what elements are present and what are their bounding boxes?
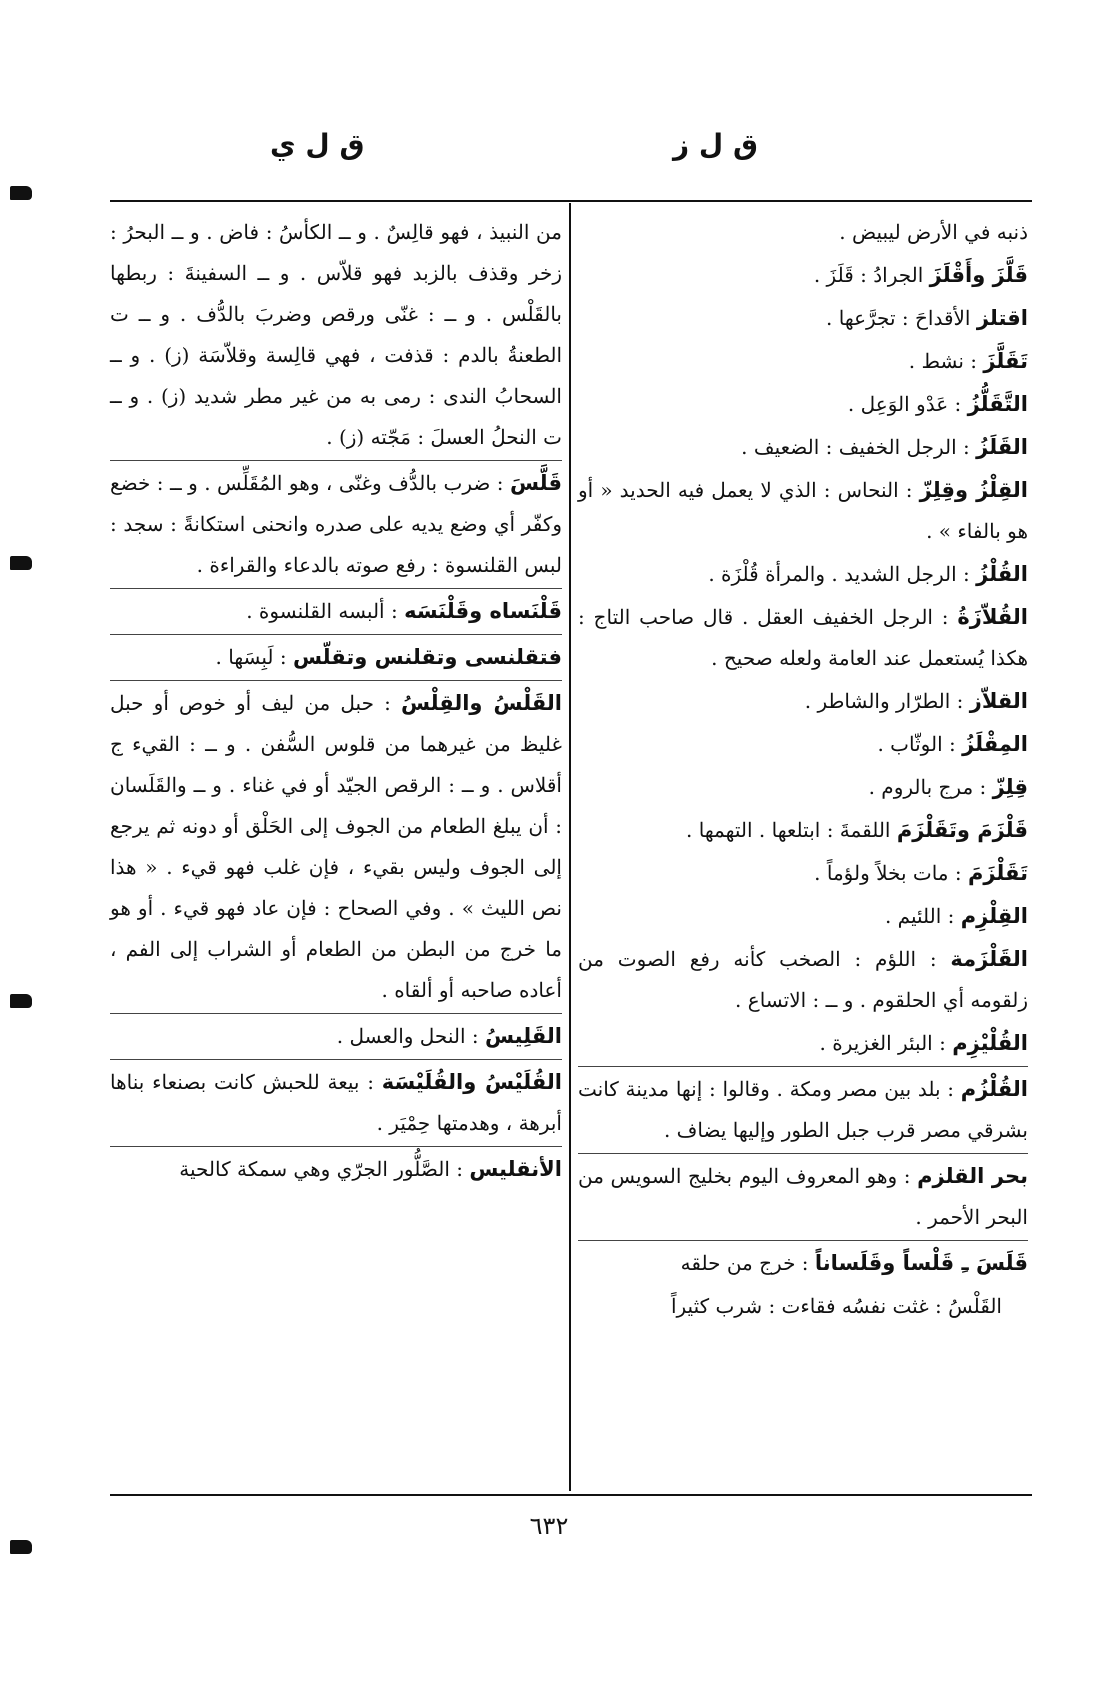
entry-definition: : وهو المعروف اليوم بخليج السويس من البحر الأحمر . <box>578 1164 1028 1229</box>
entry-definition: : البئر الغزيرة . <box>819 1031 953 1055</box>
entry-headword: القِلْزُ وقِلِزّ <box>919 478 1028 502</box>
dictionary-entry <box>578 470 1028 552</box>
entry-headword: قَلْزَمَ وتَقَلْزَمَ <box>896 818 1028 842</box>
entry-definition: الأقداحَ : تجرَّعها . <box>826 306 977 330</box>
entry-definition: : عَدْو الوَعِل . <box>847 392 968 416</box>
entry-definition: الجرادُ : قَلَزَ . <box>813 263 930 287</box>
entry-headword: قَلْنَساه وقَلْنَسَه <box>404 599 562 623</box>
entry-definition: : ألبسه القلنسوة . <box>246 599 405 623</box>
entry-headword: الأنقليس <box>469 1157 562 1181</box>
entry-definition: : الطرّار والشاطر . <box>804 689 970 713</box>
root-header-left: ق ل ي <box>270 128 365 161</box>
dictionary-entry <box>110 212 562 458</box>
dictionary-entry <box>578 939 1028 1021</box>
dictionary-entry <box>578 896 1028 937</box>
entry-definition: : النحل والعسل . <box>336 1024 485 1048</box>
dictionary-entry <box>110 1146 562 1190</box>
entry-definition: : اللؤم : الصخب كأنه رفع الصوت من زلقومه أي الحلقوم . و ــ : الاتساع . <box>578 947 1028 1012</box>
entry-headword: تَقَلْزَمَ <box>967 861 1028 885</box>
entry-definition: اللقمةَ : ابتلعها . التهمها . <box>686 818 897 842</box>
entry-headword: تَقَلَّزَ <box>983 349 1028 373</box>
entry-definition: : بيعة للحبش كانت بصنعاء بناها أبرهة ، وهدمتها حِمْيَر . <box>110 1070 562 1135</box>
entry-headword: القُلْزُ <box>976 562 1028 586</box>
entry-definition: : ضرب بالدُّف وغنّى ، وهو المُقَلِّس . و ــ : خضع وكفّر أي وضع يديه على صدره وانحنى استكانةً : سجد : لبس القلنسوة : رفع صوته بالدعاء والقراءة . <box>110 471 562 577</box>
edge-mark <box>10 994 32 1008</box>
entry-definition: القَلْسُ : غثت نفسُه فقاءت : شرب كثيراً <box>670 1294 1002 1318</box>
entry-headword: قَلَسَ ـِ قَلْساً وقَلَساناً <box>814 1251 1028 1275</box>
entry-definition: : نشط . <box>908 349 984 373</box>
dictionary-entry <box>110 588 562 632</box>
dictionary-entry <box>578 1023 1028 1064</box>
dictionary-entry <box>578 767 1028 808</box>
entry-definition: : بلد بين مصر ومكة . وقالوا : إنها مدينة كانت بشرقي مصر قرب جبل الطور وإليها يضاف . <box>578 1077 1028 1142</box>
dictionary-entry <box>578 1066 1028 1151</box>
dictionary-entry <box>578 1240 1028 1284</box>
top-rule <box>110 200 1032 202</box>
left-column <box>110 212 562 1192</box>
dictionary-entry <box>578 427 1028 468</box>
edge-mark <box>10 556 32 570</box>
page-number: ٦٣٢ <box>529 1512 569 1540</box>
entry-headword: القُلَيْسُ والقُلَيْسَة <box>381 1070 563 1094</box>
entry-definition: : اللئيم . <box>884 904 961 928</box>
entry-definition: : خرج من حلقه <box>680 1251 815 1275</box>
dictionary-entry <box>110 634 562 678</box>
dictionary-entry <box>578 1153 1028 1238</box>
dictionary-entry <box>578 298 1028 339</box>
entry-definition: من النبيذ ، فهو قالِسٌ . و ــ الكأسُ : فاض . و ــ البحرُ : زخر وقذف بالزبد فهو قلاّس . و ــ السفينةَ : ربطها بالقَلْس . و ــ : غنّى ورقص وضربَ بالدُّف . و ــ ت الطعنةُ بالدم : قذفت ، فهي قالِسة وقلاّسَة (ز) . و ــ السحابُ الندى : رمى به من غير مطر شديد (ز) . و ــ ت النحلُ العسلَ : مَجّته (ز) . <box>110 220 562 449</box>
entry-definition: : مات بخلاً ولؤماً . <box>814 861 968 885</box>
entry-headword: القُلاّزَةُ <box>957 605 1028 629</box>
dictionary-entry <box>578 384 1028 425</box>
dictionary-entry <box>578 554 1028 595</box>
entry-headword: قِلِزّ <box>992 775 1028 799</box>
dictionary-entry <box>578 810 1028 851</box>
dictionary-entry <box>110 1059 562 1144</box>
root-header-right: ق ل ز <box>673 128 758 161</box>
entry-headword: القُلْزُم <box>960 1077 1028 1101</box>
entry-definition: : لَبِسَها . <box>215 645 293 669</box>
dictionary-entry <box>578 212 1028 253</box>
entry-headword: القِلْزِم <box>960 904 1028 928</box>
entry-definition: : الرجل الخفيف العقل . قال صاحب التاج : هكذا يُستعمل عند العامة ولعله صحيح . <box>578 605 1028 670</box>
entry-headword: قَلَّسَ <box>509 471 562 495</box>
dictionary-entry <box>578 681 1028 722</box>
entry-headword: اقتلز <box>976 306 1028 330</box>
edge-mark <box>10 1540 32 1554</box>
entry-definition: : حبل من ليف أو خوص أو حبل غليظ من غيرهما من قلوس السُّفن . و ــ : القيء ج أقلاس . و ــ : الرقص الجيّد أو في غناء . و ــ والقَلَسان : أن يبلغ الطعام من الجوف إلى الحَلْق أو دونه ثم يرجع إلى الجوف وليس بقيء ، فإن غلب فهو قيء . « هذا نص الليث » . وفي الصحاح : فإن عاد فهو قيء . أو هو ما خرج من البطن من الطعام أو الشراب إلى الفم ، أعاده صاحبه أو ألقاه . <box>110 691 562 1002</box>
dictionary-entry <box>578 724 1028 765</box>
right-column <box>578 212 1028 1329</box>
entry-definition: : الرجل الشديد . والمرأة قُلْزَة . <box>708 562 977 586</box>
entry-headword: قَلَّزَ وأَقْلَزَ <box>929 263 1028 287</box>
entry-definition: : الوثّاب . <box>877 732 963 756</box>
entry-definition: : مرج بالروم . <box>868 775 993 799</box>
entry-headword: القَلِيسُ <box>484 1024 562 1048</box>
dictionary-entry <box>578 1286 1028 1327</box>
entry-headword: المِقْلَزُ <box>962 732 1028 756</box>
entry-headword: القُلْيْزِم <box>952 1031 1028 1055</box>
entry-headword: التَّقَلُّزُ <box>967 392 1028 416</box>
dictionary-entry <box>110 1013 562 1057</box>
entry-headword: بحر القلزم <box>917 1164 1028 1188</box>
bottom-rule <box>110 1494 1032 1496</box>
entry-headword: فتقلنسى وتقلنس وتقلّس <box>292 645 562 669</box>
entry-headword: القَلْزَمة <box>950 947 1028 971</box>
dictionary-entry <box>578 853 1028 894</box>
entry-headword: القَلَزُ <box>976 435 1028 459</box>
dictionary-entry <box>110 460 562 586</box>
entry-definition: : النحاس : الذي لا يعمل فيه الحديد « أو هو بالفاء » . <box>578 478 1028 543</box>
entry-definition: ذنبه في الأرض ليبيض . <box>839 220 1028 244</box>
column-divider <box>569 203 571 1491</box>
edge-mark <box>10 186 32 200</box>
entry-headword: القلاّز <box>969 689 1028 713</box>
entry-definition: : الصَّلُّور الجرّي وهي سمكة كالحية <box>179 1157 470 1181</box>
dictionary-entry <box>578 255 1028 296</box>
entry-definition: : الرجل الخفيف : الضعيف . <box>741 435 977 459</box>
dictionary-entry <box>578 341 1028 382</box>
dictionary-entry <box>110 680 562 1011</box>
dictionary-entry <box>578 597 1028 679</box>
entry-headword: القَلْسُ والقِلْسُ <box>400 691 563 715</box>
